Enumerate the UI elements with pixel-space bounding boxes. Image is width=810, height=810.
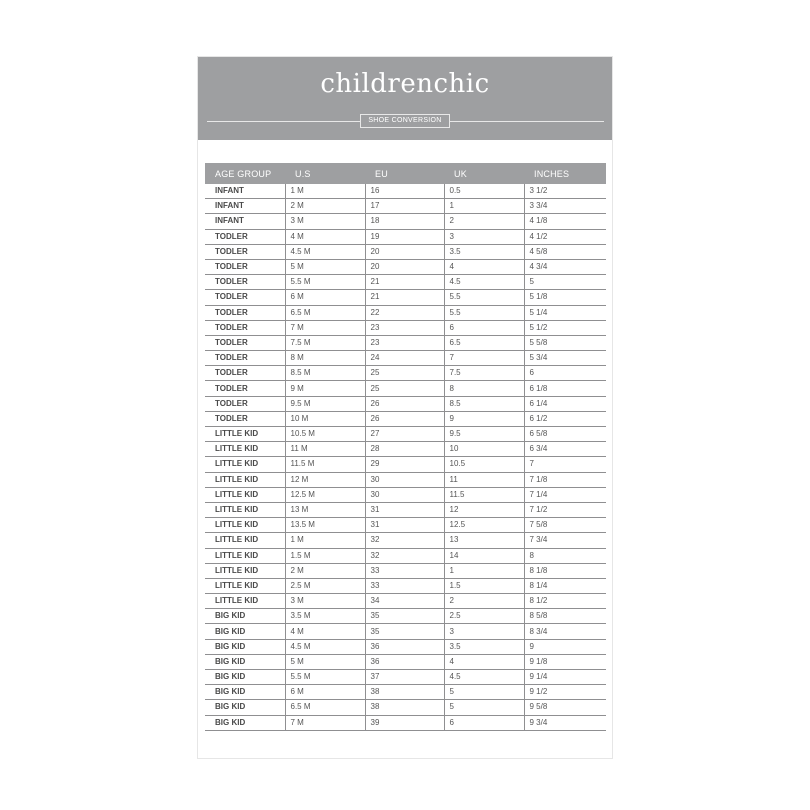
us-size-cell: 7 M <box>285 320 365 335</box>
inches-cell: 4 1/8 <box>524 214 606 229</box>
us-size-cell: 11 M <box>285 442 365 457</box>
us-size-cell: 2 M <box>285 563 365 578</box>
table-row <box>205 685 606 700</box>
age-group-cell: TODLER <box>205 275 285 290</box>
eu-size-cell: 38 <box>365 685 444 700</box>
inches-cell: 8 1/4 <box>524 578 606 593</box>
us-size-cell: 7 M <box>285 715 365 730</box>
age-group-cell: TODLER <box>205 229 285 244</box>
inches-cell: 8 5/8 <box>524 609 606 624</box>
eu-size-cell: 35 <box>365 624 444 639</box>
divider-right <box>450 121 604 122</box>
table-row <box>205 290 606 305</box>
header-row <box>205 163 606 184</box>
eu-size-cell: 30 <box>365 487 444 502</box>
us-size-cell: 2.5 M <box>285 578 365 593</box>
table-row <box>205 457 606 472</box>
eu-size-cell: 17 <box>365 199 444 214</box>
inches-cell: 5 3/4 <box>524 351 606 366</box>
age-group-cell: LITTLE KID <box>205 487 285 502</box>
uk-size-cell: 1.5 <box>444 578 524 593</box>
age-group-cell: TODLER <box>205 335 285 350</box>
eu-size-cell: 23 <box>365 335 444 350</box>
uk-size-cell: 7 <box>444 351 524 366</box>
us-size-cell: 10.5 M <box>285 427 365 442</box>
us-size-cell: 8.5 M <box>285 366 365 381</box>
uk-size-cell: 7.5 <box>444 366 524 381</box>
uk-size-cell: 5 <box>444 685 524 700</box>
uk-size-cell: 6 <box>444 320 524 335</box>
age-group-cell: LITTLE KID <box>205 502 285 517</box>
uk-size-cell: 4 <box>444 654 524 669</box>
age-group-cell: INFANT <box>205 214 285 229</box>
table-row <box>205 594 606 609</box>
table-row <box>205 259 606 274</box>
age-group-cell: INFANT <box>205 199 285 214</box>
eu-size-cell: 35 <box>365 609 444 624</box>
table-row <box>205 335 606 350</box>
us-size-cell: 5 M <box>285 654 365 669</box>
uk-size-cell: 2 <box>444 214 524 229</box>
uk-size-cell: 6.5 <box>444 335 524 350</box>
table-row <box>205 411 606 426</box>
table-row <box>205 654 606 669</box>
eu-size-cell: 27 <box>365 427 444 442</box>
eu-size-cell: 23 <box>365 320 444 335</box>
uk-size-cell: 5.5 <box>444 290 524 305</box>
uk-size-cell: 0.5 <box>444 184 524 199</box>
table-row <box>205 609 606 624</box>
age-group-cell: TODLER <box>205 320 285 335</box>
uk-size-cell: 11 <box>444 472 524 487</box>
age-group-cell: BIG KID <box>205 700 285 715</box>
inches-cell: 6 1/2 <box>524 411 606 426</box>
inches-cell: 8 3/4 <box>524 624 606 639</box>
age-group-cell: LITTLE KID <box>205 472 285 487</box>
age-group-cell: BIG KID <box>205 624 285 639</box>
inches-cell: 5 1/2 <box>524 320 606 335</box>
uk-size-cell: 11.5 <box>444 487 524 502</box>
us-size-cell: 9 M <box>285 381 365 396</box>
column-header-us: U.S <box>285 163 365 184</box>
inches-cell: 9 1/8 <box>524 654 606 669</box>
uk-size-cell: 2.5 <box>444 609 524 624</box>
age-group-cell: TODLER <box>205 381 285 396</box>
eu-size-cell: 20 <box>365 244 444 259</box>
age-group-cell: TODLER <box>205 259 285 274</box>
us-size-cell: 1 M <box>285 533 365 548</box>
inches-cell: 5 <box>524 275 606 290</box>
chart-subtitle: SHOE CONVERSION <box>360 114 450 128</box>
inches-cell: 8 <box>524 548 606 563</box>
inches-cell: 3 1/2 <box>524 184 606 199</box>
inches-cell: 6 1/4 <box>524 396 606 411</box>
inches-cell: 5 5/8 <box>524 335 606 350</box>
table-row <box>205 396 606 411</box>
column-header-eu: EU <box>365 163 444 184</box>
uk-size-cell: 9 <box>444 411 524 426</box>
uk-size-cell: 1 <box>444 563 524 578</box>
age-group-cell: TODLER <box>205 366 285 381</box>
us-size-cell: 12.5 M <box>285 487 365 502</box>
size-chart-card <box>197 56 613 759</box>
us-size-cell: 3.5 M <box>285 609 365 624</box>
eu-size-cell: 22 <box>365 305 444 320</box>
uk-size-cell: 10 <box>444 442 524 457</box>
eu-size-cell: 31 <box>365 502 444 517</box>
eu-size-cell: 16 <box>365 184 444 199</box>
us-size-cell: 7.5 M <box>285 335 365 350</box>
inches-cell: 7 3/4 <box>524 533 606 548</box>
eu-size-cell: 38 <box>365 700 444 715</box>
eu-size-cell: 36 <box>365 639 444 654</box>
us-size-cell: 4 M <box>285 624 365 639</box>
table-row <box>205 381 606 396</box>
age-group-cell: LITTLE KID <box>205 563 285 578</box>
table-row <box>205 214 606 229</box>
table-row <box>205 487 606 502</box>
age-group-cell: LITTLE KID <box>205 548 285 563</box>
eu-size-cell: 25 <box>365 366 444 381</box>
us-size-cell: 13 M <box>285 502 365 517</box>
uk-size-cell: 12.5 <box>444 518 524 533</box>
us-size-cell: 5.5 M <box>285 275 365 290</box>
table-row <box>205 244 606 259</box>
uk-size-cell: 9.5 <box>444 427 524 442</box>
shoe-conversion-table <box>205 163 606 731</box>
age-group-cell: LITTLE KID <box>205 594 285 609</box>
column-header-inches: INCHES <box>524 163 606 184</box>
inches-cell: 6 <box>524 366 606 381</box>
uk-size-cell: 2 <box>444 594 524 609</box>
uk-size-cell: 10.5 <box>444 457 524 472</box>
table-row <box>205 184 606 199</box>
eu-size-cell: 26 <box>365 411 444 426</box>
us-size-cell: 4.5 M <box>285 639 365 654</box>
inches-cell: 5 1/4 <box>524 305 606 320</box>
eu-size-cell: 21 <box>365 290 444 305</box>
chart-header <box>198 57 612 140</box>
eu-size-cell: 26 <box>365 396 444 411</box>
table-row <box>205 715 606 730</box>
age-group-cell: BIG KID <box>205 715 285 730</box>
eu-size-cell: 18 <box>365 214 444 229</box>
us-size-cell: 6.5 M <box>285 700 365 715</box>
uk-size-cell: 14 <box>444 548 524 563</box>
inches-cell: 7 1/4 <box>524 487 606 502</box>
eu-size-cell: 21 <box>365 275 444 290</box>
uk-size-cell: 4 <box>444 259 524 274</box>
divider-left <box>207 121 360 122</box>
inches-cell: 8 1/8 <box>524 563 606 578</box>
uk-size-cell: 6 <box>444 715 524 730</box>
us-size-cell: 2 M <box>285 199 365 214</box>
brand-logo: childrenchic <box>320 69 490 99</box>
table-row <box>205 624 606 639</box>
age-group-cell: BIG KID <box>205 685 285 700</box>
us-size-cell: 8 M <box>285 351 365 366</box>
column-header-age-group: AGE GROUP <box>205 163 285 184</box>
inches-cell: 7 5/8 <box>524 518 606 533</box>
table-row <box>205 563 606 578</box>
inches-cell: 4 5/8 <box>524 244 606 259</box>
age-group-cell: LITTLE KID <box>205 427 285 442</box>
us-size-cell: 3 M <box>285 594 365 609</box>
us-size-cell: 5 M <box>285 259 365 274</box>
age-group-cell: TODLER <box>205 305 285 320</box>
eu-size-cell: 25 <box>365 381 444 396</box>
uk-size-cell: 3.5 <box>444 639 524 654</box>
uk-size-cell: 3.5 <box>444 244 524 259</box>
inches-cell: 7 1/8 <box>524 472 606 487</box>
uk-size-cell: 12 <box>444 502 524 517</box>
eu-size-cell: 36 <box>365 654 444 669</box>
inches-cell: 9 1/2 <box>524 685 606 700</box>
table-row <box>205 518 606 533</box>
uk-size-cell: 8.5 <box>444 396 524 411</box>
us-size-cell: 6.5 M <box>285 305 365 320</box>
us-size-cell: 11.5 M <box>285 457 365 472</box>
table-row <box>205 548 606 563</box>
eu-size-cell: 39 <box>365 715 444 730</box>
age-group-cell: TODLER <box>205 244 285 259</box>
table-row <box>205 427 606 442</box>
age-group-cell: BIG KID <box>205 670 285 685</box>
age-group-cell: BIG KID <box>205 639 285 654</box>
eu-size-cell: 32 <box>365 533 444 548</box>
eu-size-cell: 24 <box>365 351 444 366</box>
table-row <box>205 305 606 320</box>
us-size-cell: 5.5 M <box>285 670 365 685</box>
uk-size-cell: 3 <box>444 229 524 244</box>
uk-size-cell: 4.5 <box>444 275 524 290</box>
age-group-cell: TODLER <box>205 351 285 366</box>
inches-cell: 4 1/2 <box>524 229 606 244</box>
eu-size-cell: 19 <box>365 229 444 244</box>
eu-size-cell: 33 <box>365 578 444 593</box>
eu-size-cell: 37 <box>365 670 444 685</box>
uk-size-cell: 4.5 <box>444 670 524 685</box>
age-group-cell: BIG KID <box>205 609 285 624</box>
age-group-cell: LITTLE KID <box>205 533 285 548</box>
uk-size-cell: 3 <box>444 624 524 639</box>
age-group-cell: TODLER <box>205 396 285 411</box>
eu-size-cell: 30 <box>365 472 444 487</box>
table-row <box>205 442 606 457</box>
age-group-cell: LITTLE KID <box>205 518 285 533</box>
table-row <box>205 472 606 487</box>
table-row <box>205 533 606 548</box>
age-group-cell: TODLER <box>205 290 285 305</box>
eu-size-cell: 20 <box>365 259 444 274</box>
us-size-cell: 4 M <box>285 229 365 244</box>
uk-size-cell: 13 <box>444 533 524 548</box>
inches-cell: 9 <box>524 639 606 654</box>
inches-cell: 3 3/4 <box>524 199 606 214</box>
table-row <box>205 700 606 715</box>
age-group-cell: TODLER <box>205 411 285 426</box>
inches-cell: 4 3/4 <box>524 259 606 274</box>
column-header-uk: UK <box>444 163 524 184</box>
table-row <box>205 229 606 244</box>
us-size-cell: 1 M <box>285 184 365 199</box>
inches-cell: 6 5/8 <box>524 427 606 442</box>
inches-cell: 6 3/4 <box>524 442 606 457</box>
table-row <box>205 578 606 593</box>
inches-cell: 7 <box>524 457 606 472</box>
uk-size-cell: 8 <box>444 381 524 396</box>
table-row <box>205 639 606 654</box>
table-header <box>205 163 606 184</box>
table-row <box>205 320 606 335</box>
eu-size-cell: 31 <box>365 518 444 533</box>
us-size-cell: 4.5 M <box>285 244 365 259</box>
inches-cell: 6 1/8 <box>524 381 606 396</box>
inches-cell: 9 5/8 <box>524 700 606 715</box>
inches-cell: 9 3/4 <box>524 715 606 730</box>
inches-cell: 5 1/8 <box>524 290 606 305</box>
uk-size-cell: 5 <box>444 700 524 715</box>
age-group-cell: LITTLE KID <box>205 442 285 457</box>
eu-size-cell: 29 <box>365 457 444 472</box>
uk-size-cell: 1 <box>444 199 524 214</box>
table-body <box>205 184 606 730</box>
table-row <box>205 366 606 381</box>
us-size-cell: 13.5 M <box>285 518 365 533</box>
inches-cell: 9 1/4 <box>524 670 606 685</box>
table-row <box>205 275 606 290</box>
inches-cell: 7 1/2 <box>524 502 606 517</box>
uk-size-cell: 5.5 <box>444 305 524 320</box>
us-size-cell: 9.5 M <box>285 396 365 411</box>
table-row <box>205 670 606 685</box>
eu-size-cell: 32 <box>365 548 444 563</box>
age-group-cell: INFANT <box>205 184 285 199</box>
age-group-cell: LITTLE KID <box>205 457 285 472</box>
us-size-cell: 10 M <box>285 411 365 426</box>
us-size-cell: 1.5 M <box>285 548 365 563</box>
eu-size-cell: 28 <box>365 442 444 457</box>
us-size-cell: 6 M <box>285 290 365 305</box>
age-group-cell: BIG KID <box>205 654 285 669</box>
age-group-cell: LITTLE KID <box>205 578 285 593</box>
us-size-cell: 3 M <box>285 214 365 229</box>
inches-cell: 8 1/2 <box>524 594 606 609</box>
us-size-cell: 6 M <box>285 685 365 700</box>
table-row <box>205 199 606 214</box>
table-row <box>205 502 606 517</box>
us-size-cell: 12 M <box>285 472 365 487</box>
eu-size-cell: 34 <box>365 594 444 609</box>
eu-size-cell: 33 <box>365 563 444 578</box>
table-row <box>205 351 606 366</box>
